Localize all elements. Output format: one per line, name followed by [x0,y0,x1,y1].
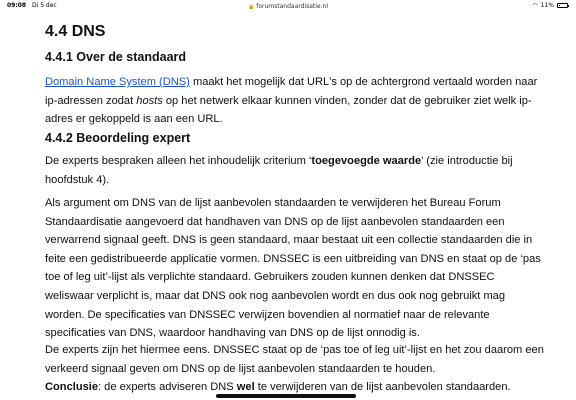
paragraph-argument: Als argument om DNS van de lijst aanbevolen standaarden te verwijderen het Bureau Forum Standaardisatie aangevoerd dat handhaven van DNS op de lijst aanbevolen standaarden een verwarrend signaal geeft. DNS is geen standaard, maar bestaat uit een collectie standaarden die in feite een gedistribueerde applicatie vormen. DNSSEC is een uitbreiding van DNS en staat op de ‘pas toe of leg uit’-lijst als verplichte standaard. Gebruikers zouden kunnen denken dat DNSSEC weliswaar verplicht is, maar dat DNS ook nog aanbevolen wordt en dus ook nog gebruikt mag worden. De specificaties van DNSSEC verwijzen bovendien al normatief naar de relevante specificaties van DNS, waardoor handhaving van DNS op de lijst onnodig is. [45,197,541,340]
status-right [532,2,568,9]
paragraph-criterium [45,152,545,189]
p5-text-b: te verwijderen van de lijst aanbevolen standaarden. [254,381,511,393]
status-date: Di 5 dec [32,2,57,9]
p1-text-a: maakt het mogelijk dat URL's op de achtergrond vertaald worden naar ip-adressen zodat [45,76,538,107]
p2-text-a: De experts bespraken alleen het inhoudelijk criterium ‘ [45,155,312,167]
p5-strong-wel: wel [236,381,255,393]
battery-percent: 11% [540,2,554,9]
heading-dns: 4.4 DNS [45,23,106,40]
p1-text-b: op het netwerk elkaar kunnen vinden, zonder dat de gebruiker ziet welk ip-adres er gekoppeld is aan een URL. [45,94,532,126]
lock-icon: 🔒 [248,4,255,10]
paragraph-experts-eens: De experts zijn het hiermee eens. DNSSEC staat op de ‘pas toe of leg uit’-lijst en het zou daarom een verkeerd signaal geven om DNS op de lijst aanbevolen standaarden te houden. [45,344,544,375]
p2-text-b: ’ (zie introductie bij hoofdstuk 4). [45,155,513,186]
status-time: 09:08 [7,2,27,9]
address-url: forumstandaardisatie.nl [256,3,328,10]
battery-icon [557,3,568,8]
dns-link[interactable]: Domain Name System (DNS) [45,76,190,88]
p5-text-a: : de experts adviseren DNS [98,381,237,393]
status-bar [0,0,576,11]
heading-over-de-standaard: 4.4.1 Over de standaard [45,50,187,64]
address-bar[interactable] [0,3,576,10]
home-indicator[interactable] [216,394,356,398]
heading-beoordeling-expert: 4.4.2 Beoordeling expert [45,131,191,145]
p2-strong: toegevoegde waarde [311,155,422,167]
wifi-icon: ◠ [532,2,538,9]
p5-strong-conclusie: Conclusie [45,381,99,393]
p1-emphasis: hosts [136,94,163,107]
paragraph-dns-definition [45,73,545,129]
